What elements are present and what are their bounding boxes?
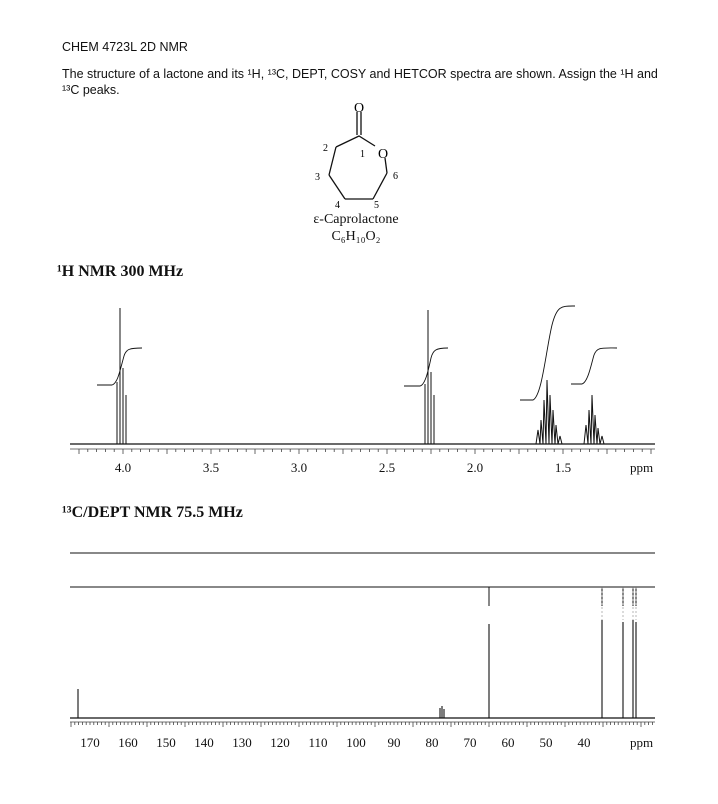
ring-label-1: 1 <box>360 149 365 160</box>
molecule-name: ε-Caprolactone <box>313 212 399 227</box>
tick-label: 3.0 <box>290 460 308 475</box>
tick-label: 3.5 <box>202 460 220 475</box>
ring-label-5: 5 <box>374 200 379 211</box>
molecule-formula: C₆H₁₀O₂ <box>331 229 381 244</box>
tick-label: 4.0 <box>114 460 132 475</box>
h-integrals <box>97 306 617 400</box>
h-nmr-axis-unit: ppm <box>630 460 654 475</box>
c-nmr-axis-unit: ppm <box>630 735 654 750</box>
tick-label: 70 <box>463 735 477 750</box>
tick-label: 120 <box>270 735 290 750</box>
ring-label-3: 3 <box>315 172 320 183</box>
h-nmr-title: ¹H NMR 300 MHz <box>57 263 184 280</box>
c-nmr-title: ¹³C/DEPT NMR 75.5 MHz <box>62 504 243 521</box>
tick-label: 50 <box>539 735 553 750</box>
h-nmr-spectrum <box>70 306 655 454</box>
tick-label: 100 <box>346 735 366 750</box>
h-peak-1-6 <box>530 380 585 444</box>
tick-label: 2.5 <box>378 460 396 475</box>
tick-label: 90 <box>387 735 401 750</box>
tick-label: 130 <box>232 735 252 750</box>
tick-label: 2.0 <box>466 460 484 475</box>
tick-label: 60 <box>501 735 515 750</box>
carbonyl-oxygen-label: O <box>354 101 365 116</box>
c-nmr-spectrum <box>70 553 655 727</box>
document-title: CHEM 4723L 2D NMR <box>62 40 188 54</box>
tick-label: 160 <box>118 735 138 750</box>
tick-label: 110 <box>308 735 328 750</box>
tick-label: 150 <box>156 735 176 750</box>
c-peaks <box>78 620 636 718</box>
intro-paragraph: The structure of a lactone and its ¹H, ¹³C, DEPT, COSY and HETCOR spectra are shown. Assign the ¹H and ¹³C peaks. <box>62 67 658 97</box>
ring-label-2: 2 <box>323 143 328 154</box>
ring-label-6: 6 <box>393 171 398 182</box>
h-peak-1-4 <box>580 395 612 444</box>
dept-peaks <box>489 587 636 606</box>
tick-label: 40 <box>577 735 591 750</box>
tick-label: 80 <box>425 735 439 750</box>
ring-label-4: 4 <box>335 200 340 211</box>
tick-label: 140 <box>194 735 214 750</box>
ring-oxygen-label: O <box>378 147 389 162</box>
tick-label: 1.5 <box>554 460 572 475</box>
tick-label: 170 <box>80 735 100 750</box>
